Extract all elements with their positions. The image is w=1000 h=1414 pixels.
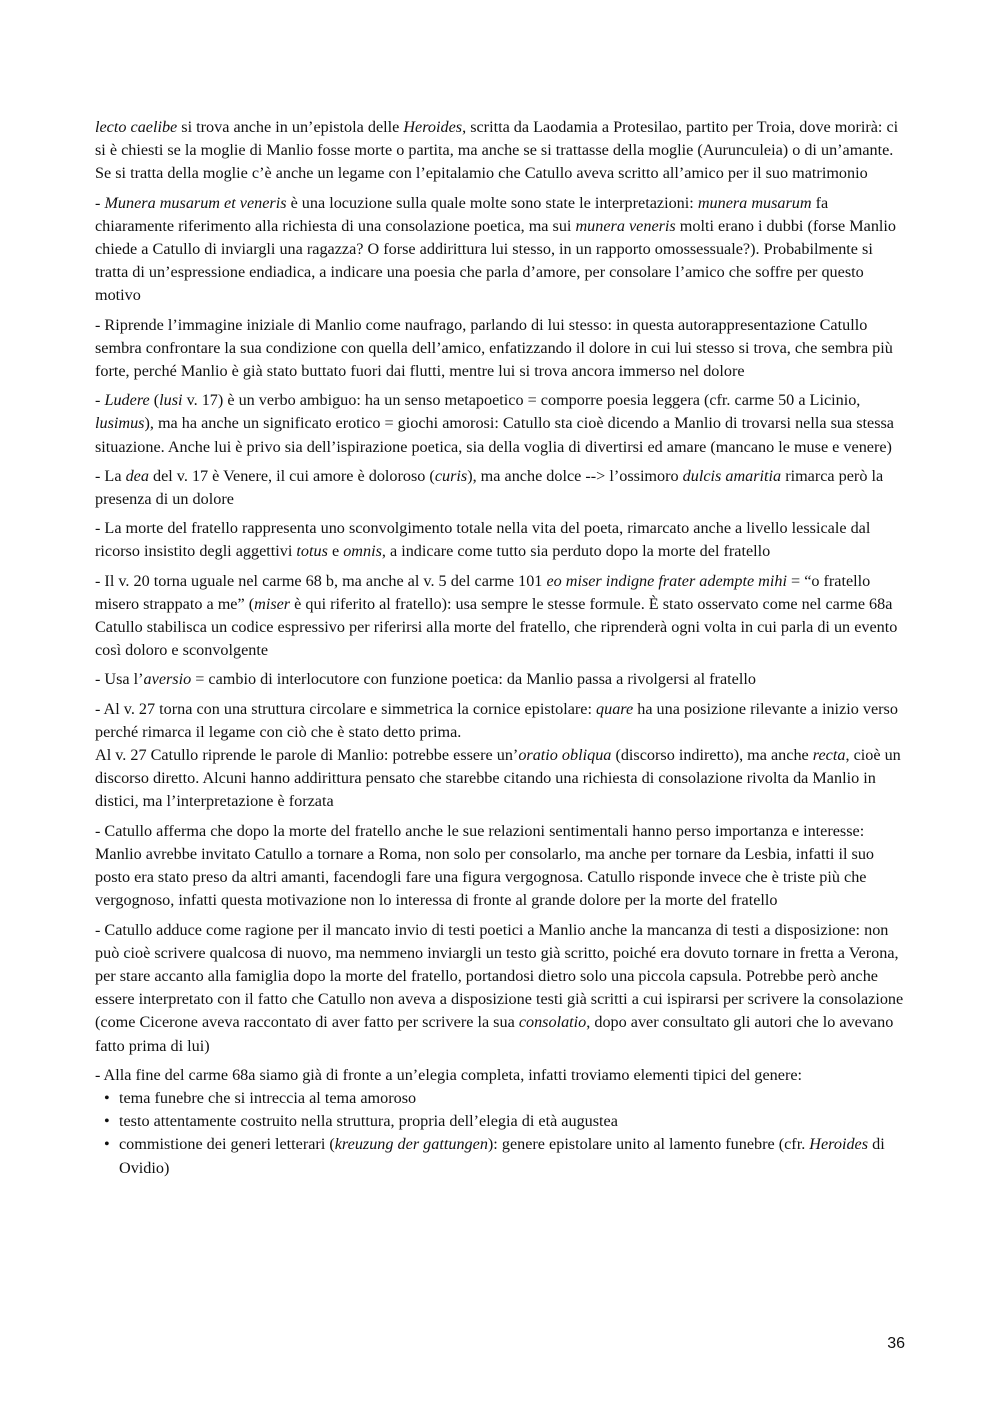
text-run: ha una posizione rilevante a inizio verso perché rimarca il legame con ciò che è stato detto prima.: [95, 699, 898, 741]
bullet-list: [95, 1087, 910, 1180]
text-run: - Il v. 20 torna uguale nel carme 68 b, ma anche al v. 5 del carme 101: [95, 571, 547, 590]
text-run: - Catullo afferma che dopo la morte del fratello anche le sue relazioni sentimentali hanno perso importanza e interesse: Manlio avrebbe invitato Catullo a tornare a Roma, non solo per consolarlo, ma anche per tornare da Lesbia, infatti il suo posto era stato preso da altri amanti, facendogli fare una figura vergognosa. Catullo risponde invece che è triste più che vergognoso, infatti questa motivazione non lo interessa di fronte al grande dolore per la morte del fratello: [95, 821, 875, 910]
text-run: -: [95, 193, 105, 212]
paragraph: [95, 570, 910, 663]
italic-run: dulcis amaritia: [682, 466, 782, 485]
paragraph: [95, 919, 910, 1058]
paragraph: [95, 465, 910, 511]
text-run: fa chiaramente riferimento alla richiesta di una consolazione poetica, ma sui: [95, 193, 829, 235]
italic-run: lusimus: [95, 414, 145, 433]
italic-run: consolatio: [518, 1013, 587, 1032]
paragraph: [95, 668, 910, 691]
text-run: (discorso indiretto), ma anche: [611, 746, 813, 765]
text-run: (: [149, 391, 160, 410]
bullet-item: [95, 1133, 910, 1179]
page-number: 36: [887, 1335, 905, 1352]
text-run: - La: [95, 466, 126, 485]
text-run: - Al v. 27 torna con una struttura circolare e simmetrica la cornice epistolare:: [95, 699, 597, 718]
text-run: , cioè un discorso diretto. Alcuni hanno addirittura pensato che starebbe citando una richiesta di consolazione rivolta da Manlio in distici, ma l’interpretazione è forzata: [95, 746, 901, 811]
text-run: ): genere epistolare unito al lamento funebre (cfr.: [487, 1135, 810, 1154]
paragraph: [95, 517, 910, 563]
paragraph: [95, 820, 910, 913]
italic-run: curis: [434, 466, 468, 485]
italic-run: Heroides: [809, 1135, 869, 1154]
italic-run: Heroides: [403, 118, 463, 136]
bullet-icon: •: [104, 1135, 110, 1154]
italic-run: Munera musarum et veneris: [104, 193, 287, 212]
italic-run: munera musarum: [697, 193, 812, 212]
text-run: e: [327, 542, 344, 561]
italic-run: dea: [125, 466, 149, 485]
text-run: -: [95, 391, 105, 410]
text-run: , scritta da Laodamia a Protesilao, partito per Troia, dove morirà: ci si è chiesti se la moglie di Manlio fosse morte o partita, ma anche se si trattasse della moglie (Aurunculeia) o di un’amante. Se si tratta della moglie c’è anche un legame con l’epitalamio che Catullo aveva scritto all’amico per il suo matrimonio: [95, 118, 899, 183]
bullet-icon: •: [104, 1112, 110, 1131]
text-run: tema funebre che si intreccia al tema amoroso: [119, 1088, 417, 1107]
text-run: - Catullo adduce come ragione per il mancato invio di testi poetici a Manlio anche la mancanza di testi a disposizione: non può cioè scrivere qualcosa di nuovo, ma nemmeno inviargli un testo già scritto, poiché era dovuto tornare in fretta a Verona, per stare accanto alla famiglia dopo la morte del fratello, portandosi dietro solo una piccola capsula. Potrebbe però anche essere interpretato con il fatto che Catullo non aveva a disposizione testi già scritti a cui ispirarsi per scrivere la consolazione (come Cicerone aveva raccontato di aver fatto per scrivere la sua: [95, 920, 904, 1032]
italic-run: oratio obliqua: [518, 746, 612, 765]
text-run: è una locuzione sulla quale molte sono state le interpretazioni:: [286, 193, 698, 212]
bullet-item: [95, 1110, 910, 1133]
paragraph: [95, 1064, 910, 1087]
italic-run: Ludere: [104, 391, 150, 410]
italic-run: munera veneris: [575, 216, 676, 235]
page-body: [95, 116, 910, 1180]
text-run: , a indicare come tutto sia perduto dopo la morte del fratello: [381, 542, 771, 561]
paragraph-list: [95, 116, 910, 1087]
paragraph: [95, 314, 910, 384]
text-run: ), ma anche dolce --> l’ossimoro: [467, 466, 683, 485]
text-run: commistione dei generi letterari (: [119, 1135, 335, 1154]
text-run: , dopo aver consultato gli autori che lo avevano fatto prima di lui): [95, 1013, 894, 1055]
text-run: molti erano i dubbi (forse Manlio chiede a Catullo di inviargli una ragazza? O forse addirittura lui stesso, in un rapporto omossessuale?). Probabilmente si tratta di un’espressione endiadica, a indicare una poesia che parla d’amore, per consolare l’amico che soffre per questo motivo: [95, 216, 897, 305]
italic-run: recta: [812, 746, 846, 765]
text-run: - La morte del fratello rappresenta uno sconvolgimento totale nella vita del poeta, rimarcato anche a livello lessicale dal ricorso insistito degli aggettivi: [95, 519, 871, 561]
text-run: testo attentamente costruito nella struttura, propria dell’elegia di età augustea: [119, 1112, 618, 1131]
paragraph: [95, 698, 910, 814]
italic-run: quare: [596, 699, 634, 718]
italic-run: aversio: [143, 670, 192, 689]
italic-run: lusi: [159, 391, 183, 410]
text-run: si trova anche in un’epistola delle: [177, 118, 404, 136]
text-run: Al v. 27 Catullo riprende le parole di Manlio: potrebbe essere un’: [95, 746, 519, 765]
italic-run: miser: [254, 594, 291, 613]
italic-run: lecto caelibe: [95, 118, 178, 136]
paragraph: [95, 116, 910, 186]
text-run: = “o fratello misero strappato a me” (: [95, 571, 871, 613]
text-run: è qui riferito al fratello): usa sempre le stesse formule. È stato osservato come nel carme 68a Catullo stabilisca un codice espressivo per riferirsi alla morte del fratello, che riprenderà ogni volta in cui parla di un evento così doloro e sconvolgente: [95, 594, 898, 660]
text-run: v. 17) è un verbo ambiguo: ha un senso metapoetico = comporre poesia leggera (cfr. carme 50 a Licinio,: [182, 391, 861, 410]
italic-run: totus: [296, 542, 328, 561]
text-run: rimarca però la presenza di un dolore: [95, 466, 884, 509]
italic-run: omnis: [343, 542, 382, 561]
text-run: di Ovidio): [119, 1135, 885, 1177]
text-run: = cambio di interlocutore con funzione poetica: da Manlio passa a rivolgersi al fratello: [191, 670, 756, 689]
bullet-icon: •: [104, 1088, 110, 1107]
bullet-item: [95, 1087, 910, 1110]
text-run: - Usa l’: [95, 670, 144, 689]
italic-run: kreuzung der gattungen: [334, 1135, 488, 1154]
text-run: ), ma ha anche un significato erotico = giochi amorosi: Catullo sta cioè dicendo a Manlio di trovarsi nella sua stessa situazione. Anche lui è privo sia dell’ispirazione poetica, sia della voglia di divertirsi ed amare (mancano le muse e venere): [95, 414, 894, 456]
text-run: - Riprende l’immagine iniziale di Manlio come naufrago, parlando di lui stesso: in questa autorappresentazione Catullo sembra confrontare la sua condizione con quella dell’amico, enfatizzando il dolore in cui lui stesso si trova, che sembra più forte, perché Manlio è già stato buttato fuori dai flutti, mentre lui si trova ancora immerso nel dolore: [95, 315, 893, 381]
italic-run: eo miser indigne frater adempte mihi: [546, 571, 787, 590]
text-run: - Alla fine del carme 68a siamo già di fronte a un’elegia completa, infatti troviamo elementi tipici del genere:: [95, 1065, 803, 1084]
paragraph: [95, 192, 910, 308]
paragraph: [95, 389, 910, 459]
text-run: del v. 17 è Venere, il cui amore è doloroso (: [148, 466, 435, 485]
